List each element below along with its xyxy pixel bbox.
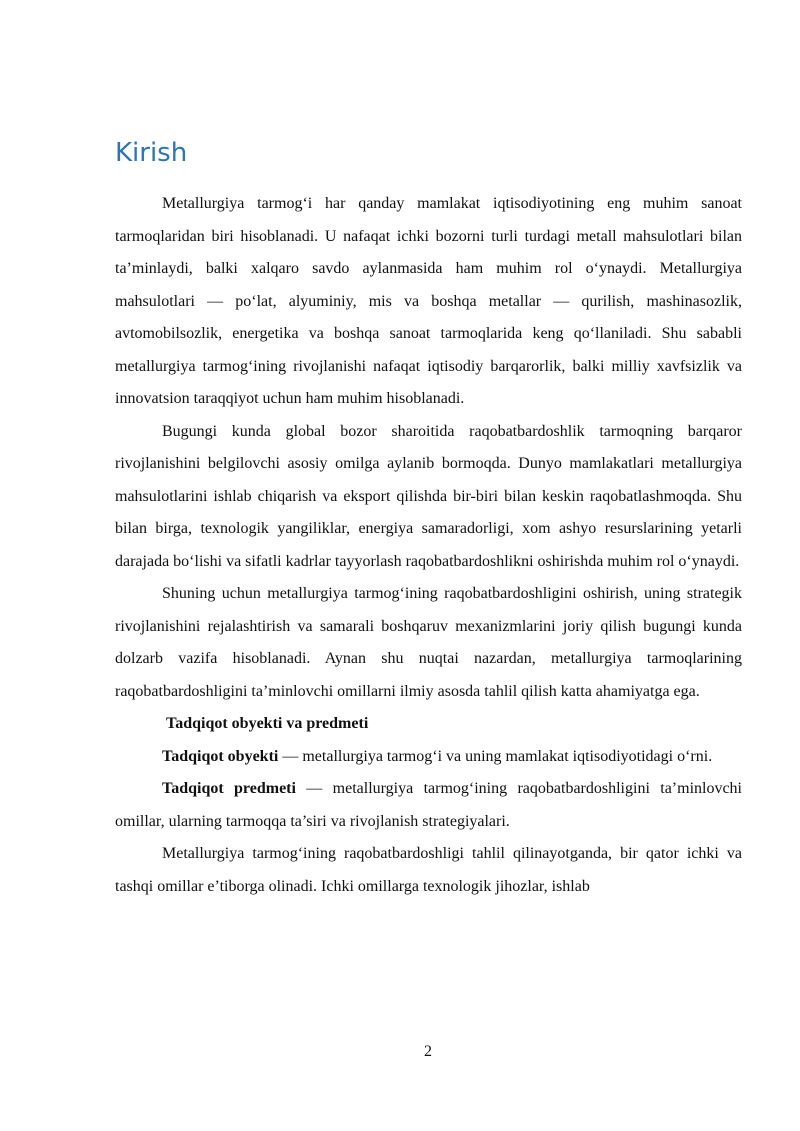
term-research-subject: Tadqiqot predmeti: [162, 780, 296, 797]
term-research-object: Tadqiqot obyekti: [162, 747, 279, 765]
paragraph-relevance: Shuning uchun metallurgiya tarmog‘ining raqobatbardoshligini oshirish, uning strategik rivojlanishini rejalashtirish va samarali boshqaruv mexanizmlarini joriy qilish bugungi kunda dolzarb vazifa hisoblanadi. Aynan shu nuqtai nazardan, metallurgiya tarmoqlarining raqobatbardoshligini ta’minlovchi omillarni ilmiy asosda tahlil qilish katta ahamiyatga ega.: [115, 585, 742, 700]
definition-research-object: — metallurgiya tarmog‘i va uning mamlakat iqtisodiyotidagi o‘rni.: [278, 747, 713, 765]
paragraph-factors: Metallurgiya tarmog‘ining raqobatbardoshligi tahlil qilinayotganda, bir qator ichki va tashqi omillar e’tiborga olinadi. Ichki omillarga texnologik jihozlar, ishlab: [115, 845, 742, 895]
paragraph-competitiveness: Bugungi kunda global bozor sharoitida raqobatbardoshlik tarmoqning barqaror rivojlanishini belgilovchi asosiy omilga aylanib bormoqda. Dunyo mamlakatlari metallurgiya mahsulotlarini ishlab chiqarish va eksport qilishda bir-biri bilan keskin raqobatlashmoqda. Shu bilan birga, texnologik yangiliklar, energiya samaradorligi, xom ashyo resurslarining yetarli darajada bo‘lishi va sifatli kadrlar tayyorlash raqobatbardoshlikni oshirishda muhim rol o‘ynaydi.: [115, 422, 742, 570]
page-number: 2: [424, 1043, 432, 1060]
paragraph-intro: Metallurgiya tarmog‘i har qanday mamlakat iqtisodiyotining eng muhim sanoat tarmoqlaridan biri hisoblanadi. U nafaqat ichki bozorni turli turdagi metall mahsulotlari bilan ta’minlaydi, balki xalqaro savdo aylanmasida ham muhim rol o‘ynaydi. Metallurgiya mahsulotlari — po‘lat, alyuminiy, mis va boshqa metallar — qurilish, mashinasozlik, avtomobilsozlik, energetika va boshqa sanoat tarmoqlarida keng qo‘llaniladi. Shu sababli metallurgiya tarmog‘ining rivojlanishi nafaqat iqtisodiy barqarorlik, balki milliy xavfsizlik va innovatsion taraqqiyot uchun ham muhim hisoblanadi.: [115, 195, 742, 407]
body-text: [115, 188, 742, 903]
paragraph-research-subject: [115, 773, 742, 838]
paragraph-research-object: [115, 741, 742, 774]
subheading-research-object: Tadqiqot obyekti va predmeti: [166, 715, 369, 732]
definition-research-subject: — metallurgiya tarmog‘ining raqobatbardoshligini ta’minlovchi omillar, ularning tarmoqqa ta’siri va rivojlanish strategiyalari.: [115, 780, 743, 830]
section-heading: Kirish: [115, 138, 188, 168]
